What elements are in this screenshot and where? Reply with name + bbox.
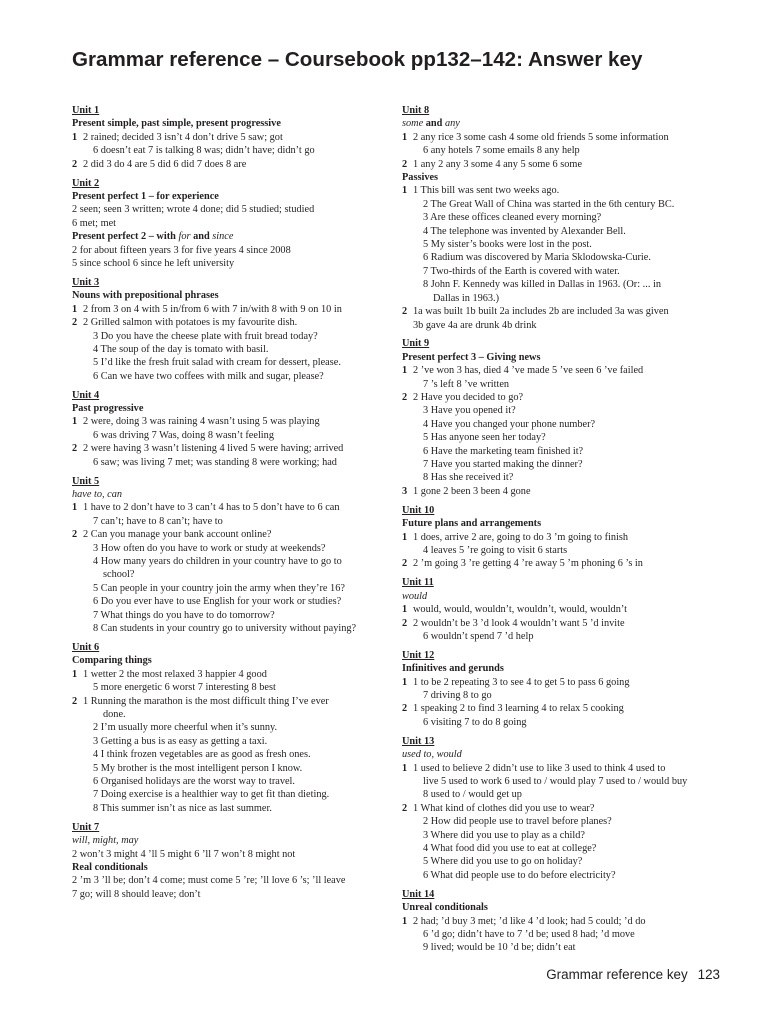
exercise-number: 1: [402, 604, 408, 616]
exercise-number: 1: [72, 502, 78, 514]
answer-line: 6 What did people use to do before electricity?: [423, 869, 616, 881]
exercise-number: 1: [402, 676, 408, 688]
answer-line: 7 Doing exercise is a healthier way to get fit than dieting.: [93, 789, 330, 801]
answer-line: 2 from 3 on 4 with 5 in/from 6 with 7 in/with 8 with 9 on 10 in: [83, 303, 342, 315]
answer-line: 5 I’d like the fresh fruit salad with cream for dessert, please.: [93, 357, 341, 369]
unit-title: Unit 11: [402, 577, 434, 589]
answer-line: 2 were, doing 3 was raining 4 wasn’t using 5 was playing: [83, 416, 320, 428]
answer-line: 8 used to / would get up: [423, 789, 522, 801]
answer-line: 3 Where did you use to play as a child?: [423, 829, 585, 841]
exercise-2: [72, 316, 388, 383]
exercise-number: 1: [402, 531, 408, 543]
page-number: 123: [697, 967, 720, 982]
right-column: [402, 104, 722, 960]
answer-line: 5 since school 6 since he left university: [72, 257, 235, 269]
section-subtitle: have to, can: [72, 488, 123, 500]
exercise-2: [72, 158, 388, 171]
answer-line: 1 This bill was sent two weeks ago.: [413, 185, 560, 197]
unit-12: [402, 649, 722, 729]
answer-line: 3 Have you opened it?: [423, 405, 516, 417]
answer-line: 6 Can we have two coffees with milk and sugar, please?: [93, 370, 324, 382]
answer-line: 5 Where did you use to go on holiday?: [423, 856, 583, 868]
answer-line: 2 any rice 3 some cash 4 some old friends 5 some information: [413, 131, 669, 143]
answer-line: 8 Has she received it?: [423, 472, 514, 484]
answer-line: 1 does, arrive 2 are, going to do 3 ’m going to finish: [413, 531, 629, 543]
unit-title: Unit 8: [402, 105, 430, 116]
answer-line: 3 Are these offices cleaned every morning?: [423, 212, 602, 224]
answer-line: 8 This summer isn’t as nice as last summer.: [93, 802, 272, 814]
exercise-number: 1: [402, 185, 408, 197]
exercise-number: 2: [402, 802, 408, 814]
answer-line: 4 I think frozen vegetables are as good as fresh ones.: [93, 749, 311, 761]
section-heading: Present simple, past simple, present progressive: [72, 118, 281, 130]
section-heading: Present perfect 2 – with for and since: [72, 231, 234, 243]
exercise-3: [402, 485, 722, 498]
exercise-1: [72, 668, 388, 695]
section-heading: Future plans and arrangements: [402, 518, 542, 530]
answer-line: 5 My brother is the most intelligent person I know.: [93, 762, 303, 774]
answer-line: 2 did 3 do 4 are 5 did 6 did 7 does 8 are: [83, 158, 247, 170]
answer-line: 6 wouldn’t spend 7 ’d help: [423, 630, 534, 642]
answer-line: 2 seen; seen 3 written; wrote 4 done; did 5 studied; studied: [72, 204, 315, 216]
footer-label: Grammar reference key: [546, 967, 688, 982]
section-heading: Comparing things: [72, 655, 152, 667]
exercise-2: [402, 158, 722, 171]
unit-1: [72, 104, 388, 171]
exercise-1: [402, 131, 722, 158]
exercise-number: 2: [72, 695, 78, 707]
exercise-1: [402, 364, 722, 391]
exercise-number: 2: [72, 443, 78, 455]
exercise-number: 2: [402, 617, 408, 629]
unit-6: [72, 641, 388, 815]
answer-line: 7 Have you started making the dinner?: [423, 459, 583, 471]
exercise-number: 1: [72, 668, 78, 680]
exercise-number: 1: [402, 131, 408, 143]
exercise-number: 2: [402, 558, 408, 570]
answer-line: 5 Has anyone seen her today?: [423, 432, 546, 444]
exercise-2: [402, 557, 722, 570]
exercise-number: 2: [72, 158, 78, 170]
exercise-1: [72, 131, 388, 158]
left-column: [72, 104, 388, 907]
exercise-1: [402, 676, 722, 703]
answer-line: 1 Running the marathon is the most difficult thing I’ve ever: [83, 695, 329, 707]
answer-line: 7 driving 8 to go: [423, 690, 492, 702]
exercise-1: [402, 915, 722, 955]
exercise-2: [402, 702, 722, 729]
unit-4: [72, 389, 388, 469]
unit-title: Unit 9: [402, 338, 430, 350]
answer-line: 2 I’m usually more cheerful when it’s sunny.: [93, 722, 278, 734]
answer-line: 4 Have you changed your phone number?: [423, 418, 596, 430]
unit-title: Unit 4: [72, 389, 100, 401]
answer-line: 4 The telephone was invented by Alexander Bell.: [423, 225, 626, 237]
answer-line: 2 How did people use to travel before planes?: [423, 816, 612, 828]
answer-line: 2 for about fifteen years 3 for five years 4 since 2008: [72, 244, 291, 256]
exercise-number: 1: [72, 416, 78, 428]
answer-line: 6 Radium was discovered by Maria Sklodowska-Curie.: [423, 252, 651, 264]
answer-line: 2 ’ve won 3 has, died 4 ’ve made 5 ’ve seen 6 ’ve failed: [413, 365, 644, 377]
answer-line: 7 go; will 8 should leave; don’t: [72, 888, 201, 900]
answer-line: would, would, wouldn’t, wouldn’t, would, wouldn’t: [413, 604, 627, 616]
answer-line: school?: [103, 569, 135, 581]
unit-7: [72, 821, 388, 901]
answer-line: 5 My sister’s books were lost in the post.: [423, 239, 592, 251]
answer-line: 6 visiting 7 to do 8 going: [423, 716, 527, 728]
unit-14: [402, 888, 722, 955]
answer-line: 7 Two-thirds of the Earth is covered with water.: [423, 265, 620, 277]
page-footer: [520, 967, 720, 982]
answer-line: 2 Have you decided to go?: [413, 392, 524, 404]
answer-line: 1 have to 2 don’t have to 3 can’t 4 has to 5 don’t have to 6 can: [83, 502, 340, 514]
section-heading: Infinitives and gerunds: [402, 663, 504, 675]
section-heading: Real conditionals: [72, 861, 148, 873]
answer-line: 2 ’m 3 ’ll be; don’t 4 come; must come 5 ’re; ’ll love 6 ’s; ’ll leave: [72, 875, 346, 887]
answer-line: 7 can’t; have to 8 can’t; have to: [93, 515, 223, 527]
section-heading: Passives: [402, 172, 439, 184]
unit-title: Unit 12: [402, 649, 435, 661]
exercise-2: [72, 695, 388, 816]
answer-line: 4 What food did you use to eat at college?: [423, 843, 597, 855]
answer-line: 1 to be 2 repeating 3 to see 4 to get 5 to pass 6 going: [413, 676, 630, 688]
answer-line: 1a was built 1b built 2a includes 2b are included 3a was given: [413, 306, 669, 318]
exercise-1: [402, 603, 722, 616]
answer-line: Dallas in 1963.): [433, 292, 500, 304]
unit-title: Unit 13: [402, 735, 435, 747]
exercise-number: 1: [402, 762, 408, 774]
exercise-number: 2: [402, 392, 408, 404]
answer-line: 9 lived; would be 10 ’d be; didn’t eat: [423, 942, 576, 954]
answer-line: 4 How many years do children in your country have to go to: [93, 556, 342, 567]
exercise-number: 2: [72, 317, 78, 329]
exercise-number: 2: [402, 158, 408, 170]
unit-11: [402, 576, 722, 643]
answer-line: done.: [103, 708, 126, 720]
answer-line: 3 Do you have the cheese plate with fruit bread today?: [93, 330, 318, 342]
exercise-number: 3: [402, 485, 408, 497]
answer-line: 6 was driving 7 Was, doing 8 wasn’t feeling: [93, 429, 274, 441]
section-subtitle: some and any: [402, 118, 460, 130]
answer-line: 4 leaves 5 ’re going to visit 6 starts: [423, 545, 568, 556]
answer-line: 2 won’t 3 might 4 ’ll 5 might 6 ’ll 7 won’t 8 might not: [72, 848, 296, 860]
answer-line: 2 Can you manage your bank account online?: [83, 529, 272, 541]
answer-line: 6 Organised holidays are the worst way to travel.: [93, 776, 295, 787]
answer-line: 2 The Great Wall of China was started in the 6th century BC.: [423, 198, 675, 210]
exercise-1: [72, 501, 388, 528]
answer-line: 2 were having 3 wasn’t listening 4 lived 5 were having; arrived: [83, 443, 344, 455]
answer-line: 7 What things do you have to do tomorrow?: [93, 609, 275, 621]
unit-title: Unit 10: [402, 504, 435, 516]
section-heading: Nouns with prepositional phrases: [72, 290, 219, 302]
exercise-number: 2: [72, 529, 78, 541]
section-subtitle: would: [402, 590, 428, 602]
exercise-number: 2: [402, 703, 408, 715]
unit-title: Unit 5: [72, 475, 100, 487]
answer-line: 2 ’m going 3 ’re getting 4 ’re away 5 ’m phoning 6 ’s in: [413, 558, 643, 570]
unit-title: Unit 3: [72, 276, 100, 288]
unit-8: [402, 104, 722, 332]
exercise-1: [72, 303, 388, 316]
answer-line: 2 Grilled salmon with potatoes is my favourite dish.: [83, 317, 298, 329]
answer-line: 6 met; met: [72, 217, 117, 229]
answer-line: 2 wouldn’t be 3 ’d look 4 wouldn’t want 5 ’d invite: [413, 617, 625, 629]
exercise-1: [402, 184, 722, 305]
exercise-2: [402, 617, 722, 644]
answer-line: 1 speaking 2 to find 3 learning 4 to relax 5 cooking: [413, 703, 624, 715]
exercise-2: [402, 305, 722, 332]
unit-3: [72, 276, 388, 383]
answer-line: 1 wetter 2 the most relaxed 3 happier 4 good: [83, 668, 267, 680]
answer-line: 8 Can students in your country go to university without paying?: [93, 623, 357, 635]
section-heading: Present perfect 3 – Giving news: [402, 351, 541, 363]
answer-line: 3b gave 4a are drunk 4b drink: [413, 319, 537, 331]
answer-line: 6 Do you ever have to use English for your work or studies?: [93, 596, 342, 608]
section-heading: Present perfect 1 – for experience: [72, 190, 219, 202]
answer-line: 4 The soup of the day is tomato with basil.: [93, 343, 269, 355]
answer-line: 5 Can people in your country join the army when they’re 16?: [93, 582, 345, 594]
answer-line: 3 How often do you have to work or study at weekends?: [93, 542, 326, 554]
answer-line: 1 used to believe 2 didn’t use to like 3 used to think 4 used to: [413, 762, 666, 774]
exercise-2: [402, 391, 722, 485]
answer-line: 6 saw; was living 7 met; was standing 8 were working; had: [93, 456, 337, 468]
answer-line: 6 Have the marketing team finished it?: [423, 445, 584, 457]
exercise-number: 1: [72, 303, 78, 315]
answer-line: 1 any 2 any 3 some 4 any 5 some 6 some: [413, 158, 583, 170]
page-title: Grammar reference – Coursebook pp132–142: Answer key: [72, 48, 643, 71]
unit-2: [72, 177, 388, 271]
section-heading: Past progressive: [72, 403, 144, 415]
answer-line: 2 rained; decided 3 isn’t 4 don’t drive 5 saw; got: [83, 131, 283, 143]
unit-title: Unit 6: [72, 641, 100, 653]
exercise-1: [402, 531, 722, 558]
unit-5: [72, 475, 388, 636]
answer-line: 1 What kind of clothes did you use to wear?: [413, 802, 595, 814]
exercise-number: 1: [402, 365, 408, 377]
unit-title: Unit 1: [72, 105, 100, 116]
section-heading: Unreal conditionals: [402, 902, 488, 914]
answer-line: 1 gone 2 been 3 been 4 gone: [413, 485, 531, 497]
exercise-number: 1: [402, 915, 408, 927]
unit-9: [402, 337, 722, 498]
unit-title: Unit 2: [72, 177, 100, 189]
exercise-1: [402, 762, 722, 802]
answer-line: 7 ’s left 8 ’ve written: [423, 378, 510, 390]
answer-line: 2 had; ’d buy 3 met; ’d like 4 ’d look; had 5 could; ’d do: [413, 915, 646, 927]
answer-line: 6 any hotels 7 some emails 8 any help: [423, 145, 580, 157]
answer-line: 6 ’d go; didn’t have to 7 ’d be; used 8 had; ’d move: [423, 928, 635, 940]
answer-line: 5 more energetic 6 worst 7 interesting 8 best: [93, 682, 276, 694]
answer-line: 8 John F. Kennedy was killed in Dallas in 1963. (Or: ... in: [423, 279, 661, 291]
exercise-2: [72, 528, 388, 635]
section-subtitle: used to, would: [402, 749, 462, 761]
exercise-number: 2: [402, 306, 408, 318]
answer-line: 6 doesn’t eat 7 is talking 8 was; didn’t have; didn’t go: [93, 145, 315, 157]
answer-line: 3 Getting a bus is as easy as getting a taxi.: [93, 735, 268, 747]
unit-title: Unit 7: [72, 821, 100, 833]
unit-10: [402, 504, 722, 571]
unit-13: [402, 735, 722, 882]
answer-line: live 5 used to work 6 used to / would play 7 used to / would buy: [423, 776, 688, 787]
exercise-1: [72, 415, 388, 442]
exercise-number: 1: [72, 131, 78, 143]
section-subtitle: will, might, may: [72, 835, 139, 847]
exercise-2: [402, 802, 722, 882]
unit-title: Unit 14: [402, 888, 435, 900]
exercise-2: [72, 442, 388, 469]
